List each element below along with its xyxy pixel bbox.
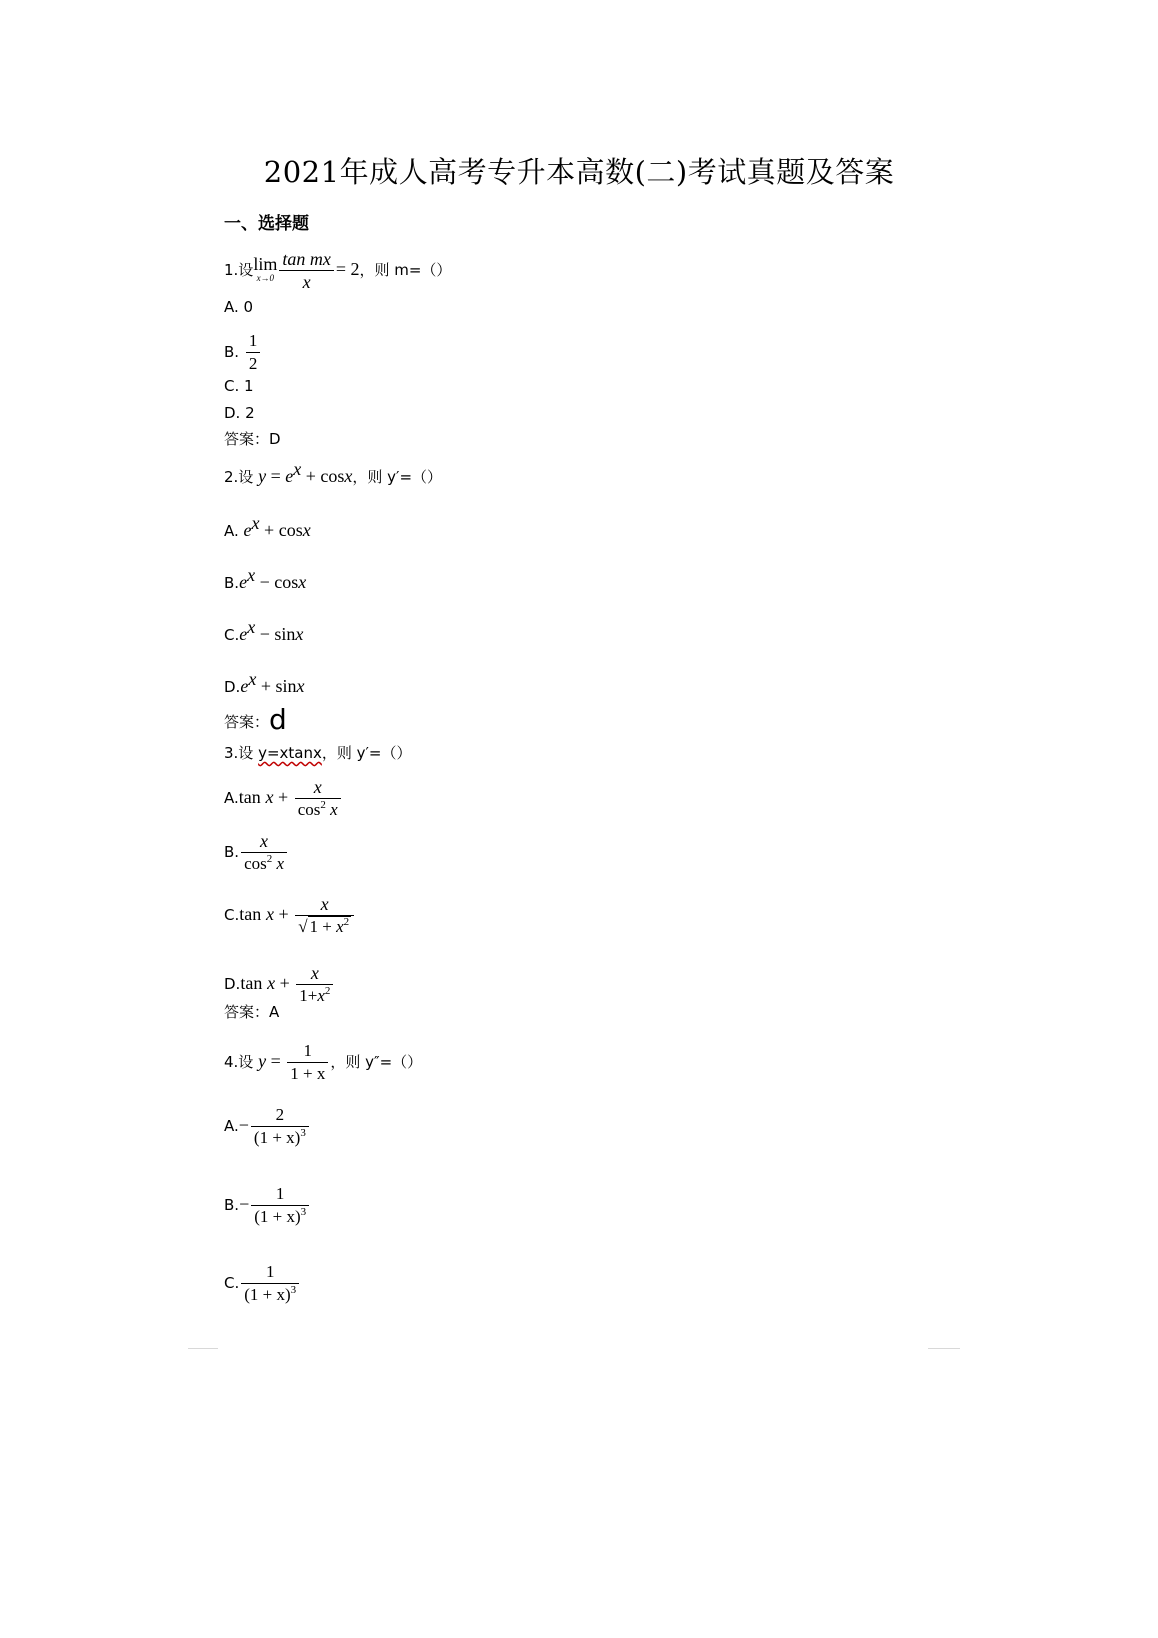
option-d: D. 2 bbox=[224, 404, 255, 422]
option-c: C. $\frac{1}{(1 + x)^3}$ bbox=[224, 1261, 301, 1306]
option-c: C. 1 bbox=[224, 377, 254, 395]
option-d: $D.e^x + \sin x$ bbox=[224, 669, 305, 696]
question-4: 4.设 y = $\frac{1}{1 + x}$ ，则 y″=（） bbox=[224, 1041, 423, 1083]
page-corner-marker-right bbox=[928, 1348, 960, 1349]
section-heading: 一、选择题 bbox=[224, 214, 309, 234]
fraction: $\frac{x}{√ 1 + x^2}$ bbox=[295, 893, 354, 938]
fraction: $\frac{x}{1+x^2}$ bbox=[296, 962, 333, 1007]
fraction: $\frac{2}{(1 + x)^3}$ bbox=[251, 1104, 309, 1149]
limit-operator: lim x→0 bbox=[253, 253, 278, 283]
fraction: $\frac{1}{1 + x}$ bbox=[287, 1040, 328, 1085]
answer-2: 答案：d bbox=[224, 703, 287, 736]
fraction: $\frac{1}{(1 + x)^3}$ bbox=[241, 1261, 299, 1306]
answer-1: 答案：D bbox=[224, 430, 281, 448]
question-3: 3.设 y=xtanx，则 y′=（） bbox=[224, 744, 412, 762]
option-a: A. 0 bbox=[224, 298, 254, 316]
fraction: $\frac{1}{(1 + x)^3}$ bbox=[251, 1183, 309, 1228]
option-b: $B.e^x - \cos x$ bbox=[224, 565, 307, 592]
question-1: 1.设lim x→0 $\frac{\text{tan mx}}{x}$ = 2，则 m=（） bbox=[224, 249, 452, 292]
option-a: A. $e^x + \cos x$ bbox=[224, 513, 311, 540]
option-b: B. $\frac{1}{2}$ bbox=[224, 330, 262, 375]
option-c: C.tan x + $\frac{x}{√ 1 + x^2}$ bbox=[224, 893, 356, 938]
option-b: B. $\frac{x}{\cos^2 x}$ bbox=[224, 830, 289, 875]
answer-3: 答案：A bbox=[224, 1003, 280, 1021]
option-b: B.− $\frac{1}{(1 + x)^3}$ bbox=[224, 1183, 311, 1228]
option-c: $C.e^x - \sin x$ bbox=[224, 617, 304, 644]
spellcheck-underlined-text: y=xtanx bbox=[258, 744, 322, 762]
fraction: $\frac{\text{tan mx}}{x}$ bbox=[279, 248, 334, 293]
document-title: 2021年成人高考专升本高数(二)考试真题及答案 bbox=[263, 155, 895, 189]
fraction: $\frac{x}{\cos^2 x}$ bbox=[295, 776, 341, 821]
fraction: $\frac{1}{2}$ bbox=[246, 330, 261, 375]
question-2: 2.设 $y = e^x + \cos x$，则 y′=（） bbox=[224, 459, 443, 486]
page-corner-marker-left bbox=[188, 1348, 218, 1349]
fraction: $\frac{x}{\cos^2 x}$ bbox=[241, 830, 287, 875]
option-a: A.− $\frac{2}{(1 + x)^3}$ bbox=[224, 1104, 311, 1149]
option-a: A.tan x + $\frac{x}{\cos^2 x}$ bbox=[224, 776, 343, 821]
option-d: D.tan x + $\frac{x}{1+x^2}$ bbox=[224, 962, 335, 1007]
